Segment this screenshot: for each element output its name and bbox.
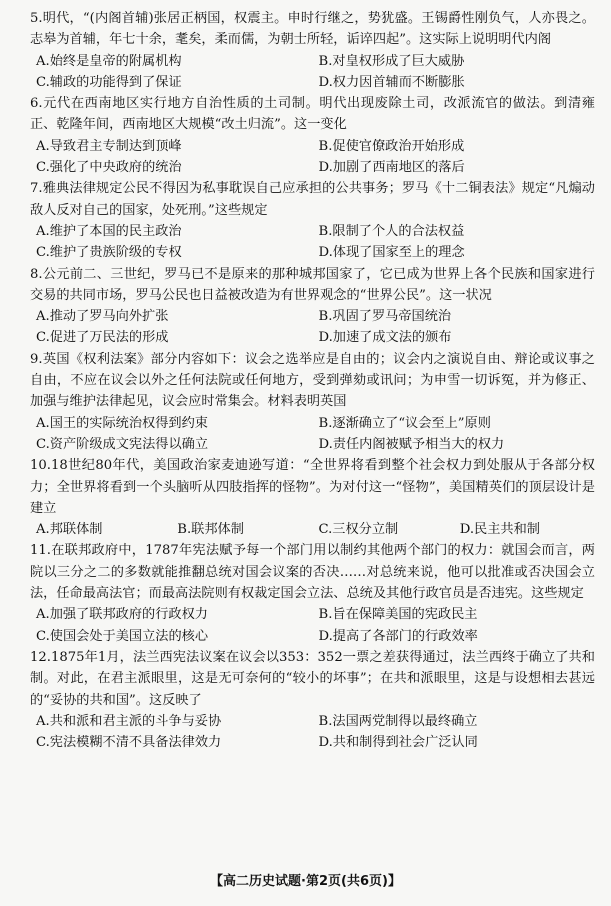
question-10 — [30, 455, 595, 540]
question-stem: 6.元代在西南地区实行地方自治性质的土司制。明代出现废除土司，改派流官的做法。到清雍正、乾隆年间，西南地区大规模“改土归流”。这一变化 — [30, 96, 595, 133]
answer-options — [30, 51, 595, 94]
question-9 — [30, 349, 595, 455]
answer-option-a: A.推动了罗马向外扩张 — [36, 309, 169, 325]
question-stem: 10.18世纪80年代，美国政治家麦迪逊写道：“全世界将看到整个社会权力到处服从于各部分权力；全世界将看到一个头脑听从四肢指挥的怪物”。为对付这一“怪物”，美国精英们的顶层设计是建立 — [30, 458, 595, 516]
question-stem: 11.在联邦政府中，1787年宪法赋予每一个部门用以制约其他两个部门的权力：就国会而言，两院以三分之二的多数就能推翻总统对国会议案的否决……对总统来说，他可以批准或否决国会立法，任命最高法官；而最高法院则有权裁定国会立法、总统及其他行政官员是否违宪。这些规定 — [30, 543, 595, 602]
question-12 — [30, 647, 595, 753]
answer-option-c: C.资产阶级成文宪法得以确立 — [36, 436, 209, 452]
question-6 — [30, 93, 595, 178]
answer-option-c: C.使国会处于美国立法的核心 — [36, 628, 209, 644]
answer-option-b: B.促使官僚政治开始形成 — [318, 138, 465, 154]
answer-option-d: D.加速了成文法的颁布 — [318, 330, 452, 346]
question-7 — [30, 178, 595, 263]
answer-options — [30, 711, 595, 754]
answer-options — [30, 221, 595, 264]
answer-option-c: C.宪法模糊不清不具备法律效力 — [36, 735, 222, 751]
answer-options — [30, 604, 595, 647]
answer-option-a: A.国王的实际统治权得到约束 — [36, 415, 208, 431]
answer-option-a: A.邦联体制 — [36, 522, 103, 538]
answer-option-b: B.联邦体制 — [177, 522, 244, 538]
answer-option-b: B.旨在保障美国的宪政民主 — [318, 607, 478, 623]
question-stem: 5.明代，“(内阁首辅)张居正柄国，权震主。申时行继之，势犹盛。王锡爵性刚负气，人亦畏之。志皋为首辅，年七十余，耄矣，柔而儒，为朝士所轻，诟谇四起”。这实际上说明明代内阁 — [30, 11, 595, 48]
answer-option-a: A.始终是皇帝的附属机构 — [36, 53, 182, 69]
question-stem: 9.英国《权利法案》部分内容如下：议会之选举应是自由的；议会内之演说自由、辩论或议事之自由，不应在议会以外之任何法院或任何地方，受到弹劾或讯问；为申雪一切诉冤，并为修正、加强与维护法律起见，议会应时常集会。材料表明英国 — [30, 351, 595, 410]
answer-option-d: D.民主共和制 — [459, 522, 540, 538]
answer-option-d: D.责任内阁被赋予相当大的权力 — [318, 436, 505, 452]
answer-option-b: B.逐渐确立了“议会至上”原则 — [318, 415, 491, 431]
answer-option-d: D.加剧了西南地区的落后 — [318, 160, 465, 176]
answer-option-d: D.共和制得到社会广泛认同 — [318, 735, 478, 751]
question-5 — [30, 8, 595, 93]
answer-option-d: D.体现了国家至上的理念 — [318, 245, 465, 261]
answer-options — [30, 519, 595, 540]
answer-option-c: C.维护了贵族阶级的专权 — [36, 245, 182, 261]
answer-option-c: C.三权分立制 — [318, 522, 399, 538]
question-8 — [30, 264, 595, 349]
answer-option-b: B.对皇权形成了巨大威胁 — [318, 53, 465, 69]
question-11 — [30, 540, 595, 646]
answer-options — [30, 306, 595, 349]
answer-options — [30, 136, 595, 179]
answer-option-c: C.强化了中央政府的统治 — [36, 160, 182, 176]
answer-option-c: C.促进了万民法的形成 — [36, 330, 169, 346]
question-stem: 7.雅典法律规定公民不得因为私事耽误自己应承担的公共事务；罗马《十二铜表法》规定“凡煽动敌人反对自己的国家，处死刑。”这些规定 — [30, 181, 595, 218]
answer-options — [30, 413, 595, 456]
page-footer: 【高二历史试题·第2页(共6页)】 — [210, 873, 401, 889]
question-stem: 12.1875年1月，法兰西宪法议案在议会以353：352一票之差获得通过，法兰西终于确立了共和制。对此，在君主派眼里，这是无可奈何的“较小的坏事”；在共和派眼里，这是与设想相去甚远的“妥协的共和国”。这反映了 — [30, 649, 595, 708]
answer-option-c: C.辅政的功能得到了保证 — [36, 74, 182, 90]
answer-option-a: A.共和派和君主派的斗争与妥协 — [36, 713, 222, 729]
answer-option-a: A.维护了本国的民主政治 — [36, 223, 182, 239]
answer-option-d: D.权力因首辅而不断膨胀 — [318, 74, 465, 90]
answer-option-a: A.加强了联邦政府的行政权力 — [36, 607, 208, 623]
answer-option-b: B.巩固了罗马帝国统治 — [318, 309, 452, 325]
question-stem: 8.公元前二、三世纪，罗马已不是原来的那种城邦国家了，它已成为世界上各个民族和国家进行交易的共同市场，罗马公民也日益被改造为有世界观念的“世界公民”。这一状况 — [30, 266, 595, 303]
answer-option-b: B.限制了个人的合法权益 — [318, 223, 465, 239]
answer-option-b: B.法国两党制得以最终确立 — [318, 713, 478, 729]
answer-option-d: D.提高了各部门的行政效率 — [318, 628, 478, 644]
question-list — [30, 8, 595, 753]
answer-option-a: A.导致君主专制达到顶峰 — [36, 138, 182, 154]
